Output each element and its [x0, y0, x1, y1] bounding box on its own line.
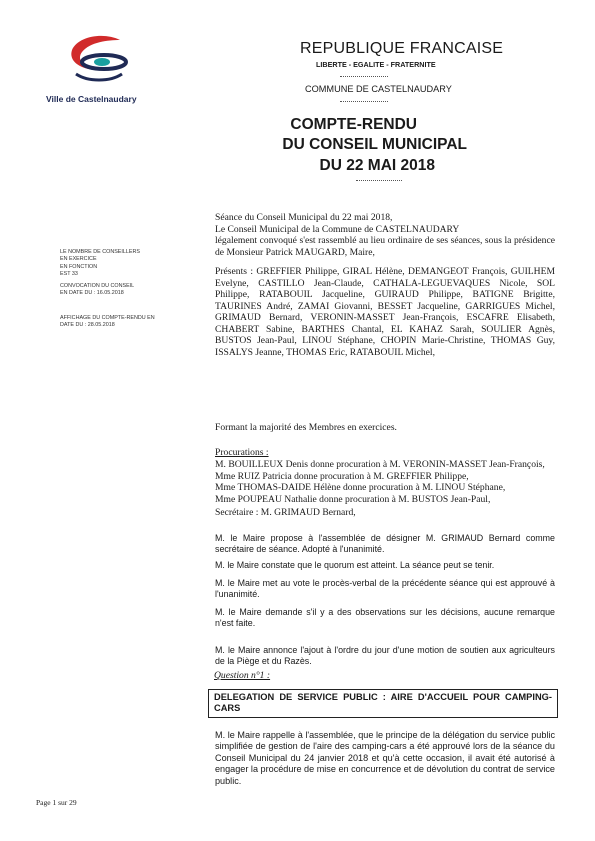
rappel-paragraph: M. le Maire rappelle à l'assemblée, que le principe de la délégation du service public simplifiée de gestion de l'aire des camping-cars a été approuvé lors de la séance du Conseil Municipal du 24 janvier 2018 et qu'à cette occasion, il avait été autorisé à engager la procédure de mise en concurrence et de dévolution du contrat de service public. — [215, 730, 555, 786]
document-title-line1: COMPTE-RENDU — [290, 116, 417, 133]
presents-paragraph: Présents : GREFFIER Philippe, GIRAL Hélène, DEMANGEOT François, GUILHEM Evelyne, CASTILLO Jean-Claude, CATHALA-LEGUEVAQUES Nicole, SOL Philippe, RATABOUIL Jacqueline, GUIRAUD Philippe, BATIGNE Brigitte, TAURINES André, ZAMAI Giovanni, BESSET Jacqueline, GARRIGUES Michel, GRIMAUD Bernard, VERONIN-MASSET Jean-François, ESCAFRE Elisabeth, CHABERT Sabine, BARTHES Chantal, EL KAHAZ Sarah, SOULIER Agnès, BUSTOS Jean-Paul, LINOU Stéphane, CHOPIN Marie-Christine, THOMAS Guy, ISSALYS Jeanne, THOMAS Eric, RATABOUIL Michel, — [215, 266, 555, 358]
sidebar-affichage: AFFICHAGE DU COMPTE-RENDU EN DATE DU : 28.05.2018 — [60, 315, 155, 329]
procurations-list: M. BOUILLEUX Denis donne procuration à M. VERONIN-MASSET Jean-François, Mme RUIZ Patricia donne procuration à M. GREFFIER Philippe, Mme THOMAS-DAIDE Hélène donne procuration à M. LINOU Stéphane, Mme POUPEAU Nathalie donne procuration à M. BUSTOS Jean-Paul, — [215, 459, 545, 505]
castelnaudary-logo — [58, 34, 138, 96]
motion-paragraph: M. le Maire annonce l'ajout à l'ordre du jour d'une motion de soutien aux agriculteurs de la Piège et du Razès. — [215, 645, 555, 667]
majorite-paragraph: Formant la majorité des Membres en exercices. — [215, 422, 397, 433]
separator — [356, 180, 402, 181]
seance-paragraph: Séance du Conseil Municipal du 22 mai 2018, Le Conseil Municipal de la Commune de CASTELNAUDARY légalement convoqué s'est rassemblé au lieu ordinaire de ses séances, sous la présidence de Monsieur Patrick MAUGARD, Maire, — [215, 212, 555, 258]
separator — [340, 101, 388, 102]
delegation-title: DELEGATION DE SERVICE PUBLIC : AIRE D'ACCUEIL POUR CAMPING-CARS — [214, 692, 552, 713]
quorum-paragraph: M. le Maire constate que le quorum est atteint. La séance peut se tenir. — [215, 560, 495, 570]
secretaire-paragraph: Secrétaire : M. GRIMAUD Bernard, — [215, 507, 356, 518]
procurations-heading: Procurations : — [215, 447, 269, 458]
document-title-line3: DU 22 MAI 2018 — [319, 157, 435, 174]
sidebar-counts: LE NOMBRE DE CONSEILLERS EN EXERCICE EN FONCTION EST 33 — [60, 249, 140, 278]
sidebar-convocation: CONVOCATION DU CONSEIL EN DATE DU : 16.05.2018 — [60, 283, 135, 297]
maire-propose-paragraph: M. le Maire propose à l'assemblée de désigner M. GRIMAUD Bernard comme secrétaire de séance. Adopté à l'unanimité. — [215, 533, 555, 555]
commune-heading: COMMUNE DE CASTELNAUDARY — [305, 84, 452, 94]
question-label: Question n°1 : — [214, 670, 271, 681]
separator — [340, 76, 388, 77]
motto: LIBERTE - EGALITE - FRATERNITE — [316, 60, 436, 69]
logo-caption: Ville de Castelnaudary — [46, 94, 137, 104]
proces-verbal-paragraph: M. le Maire met au vote le procès-verbal de la précédente séance qui est approuvé à l'unanimité. — [215, 578, 555, 600]
observations-paragraph: M. le Maire demande s'il y a des observations sur les décisions, aucune remarque n'est faite. — [215, 607, 555, 629]
republique-heading: REPUBLIQUE FRANCAISE — [300, 40, 504, 57]
page-number: Page 1 sur 29 — [36, 798, 77, 807]
document-title-line2: DU CONSEIL MUNICIPAL — [282, 136, 467, 153]
